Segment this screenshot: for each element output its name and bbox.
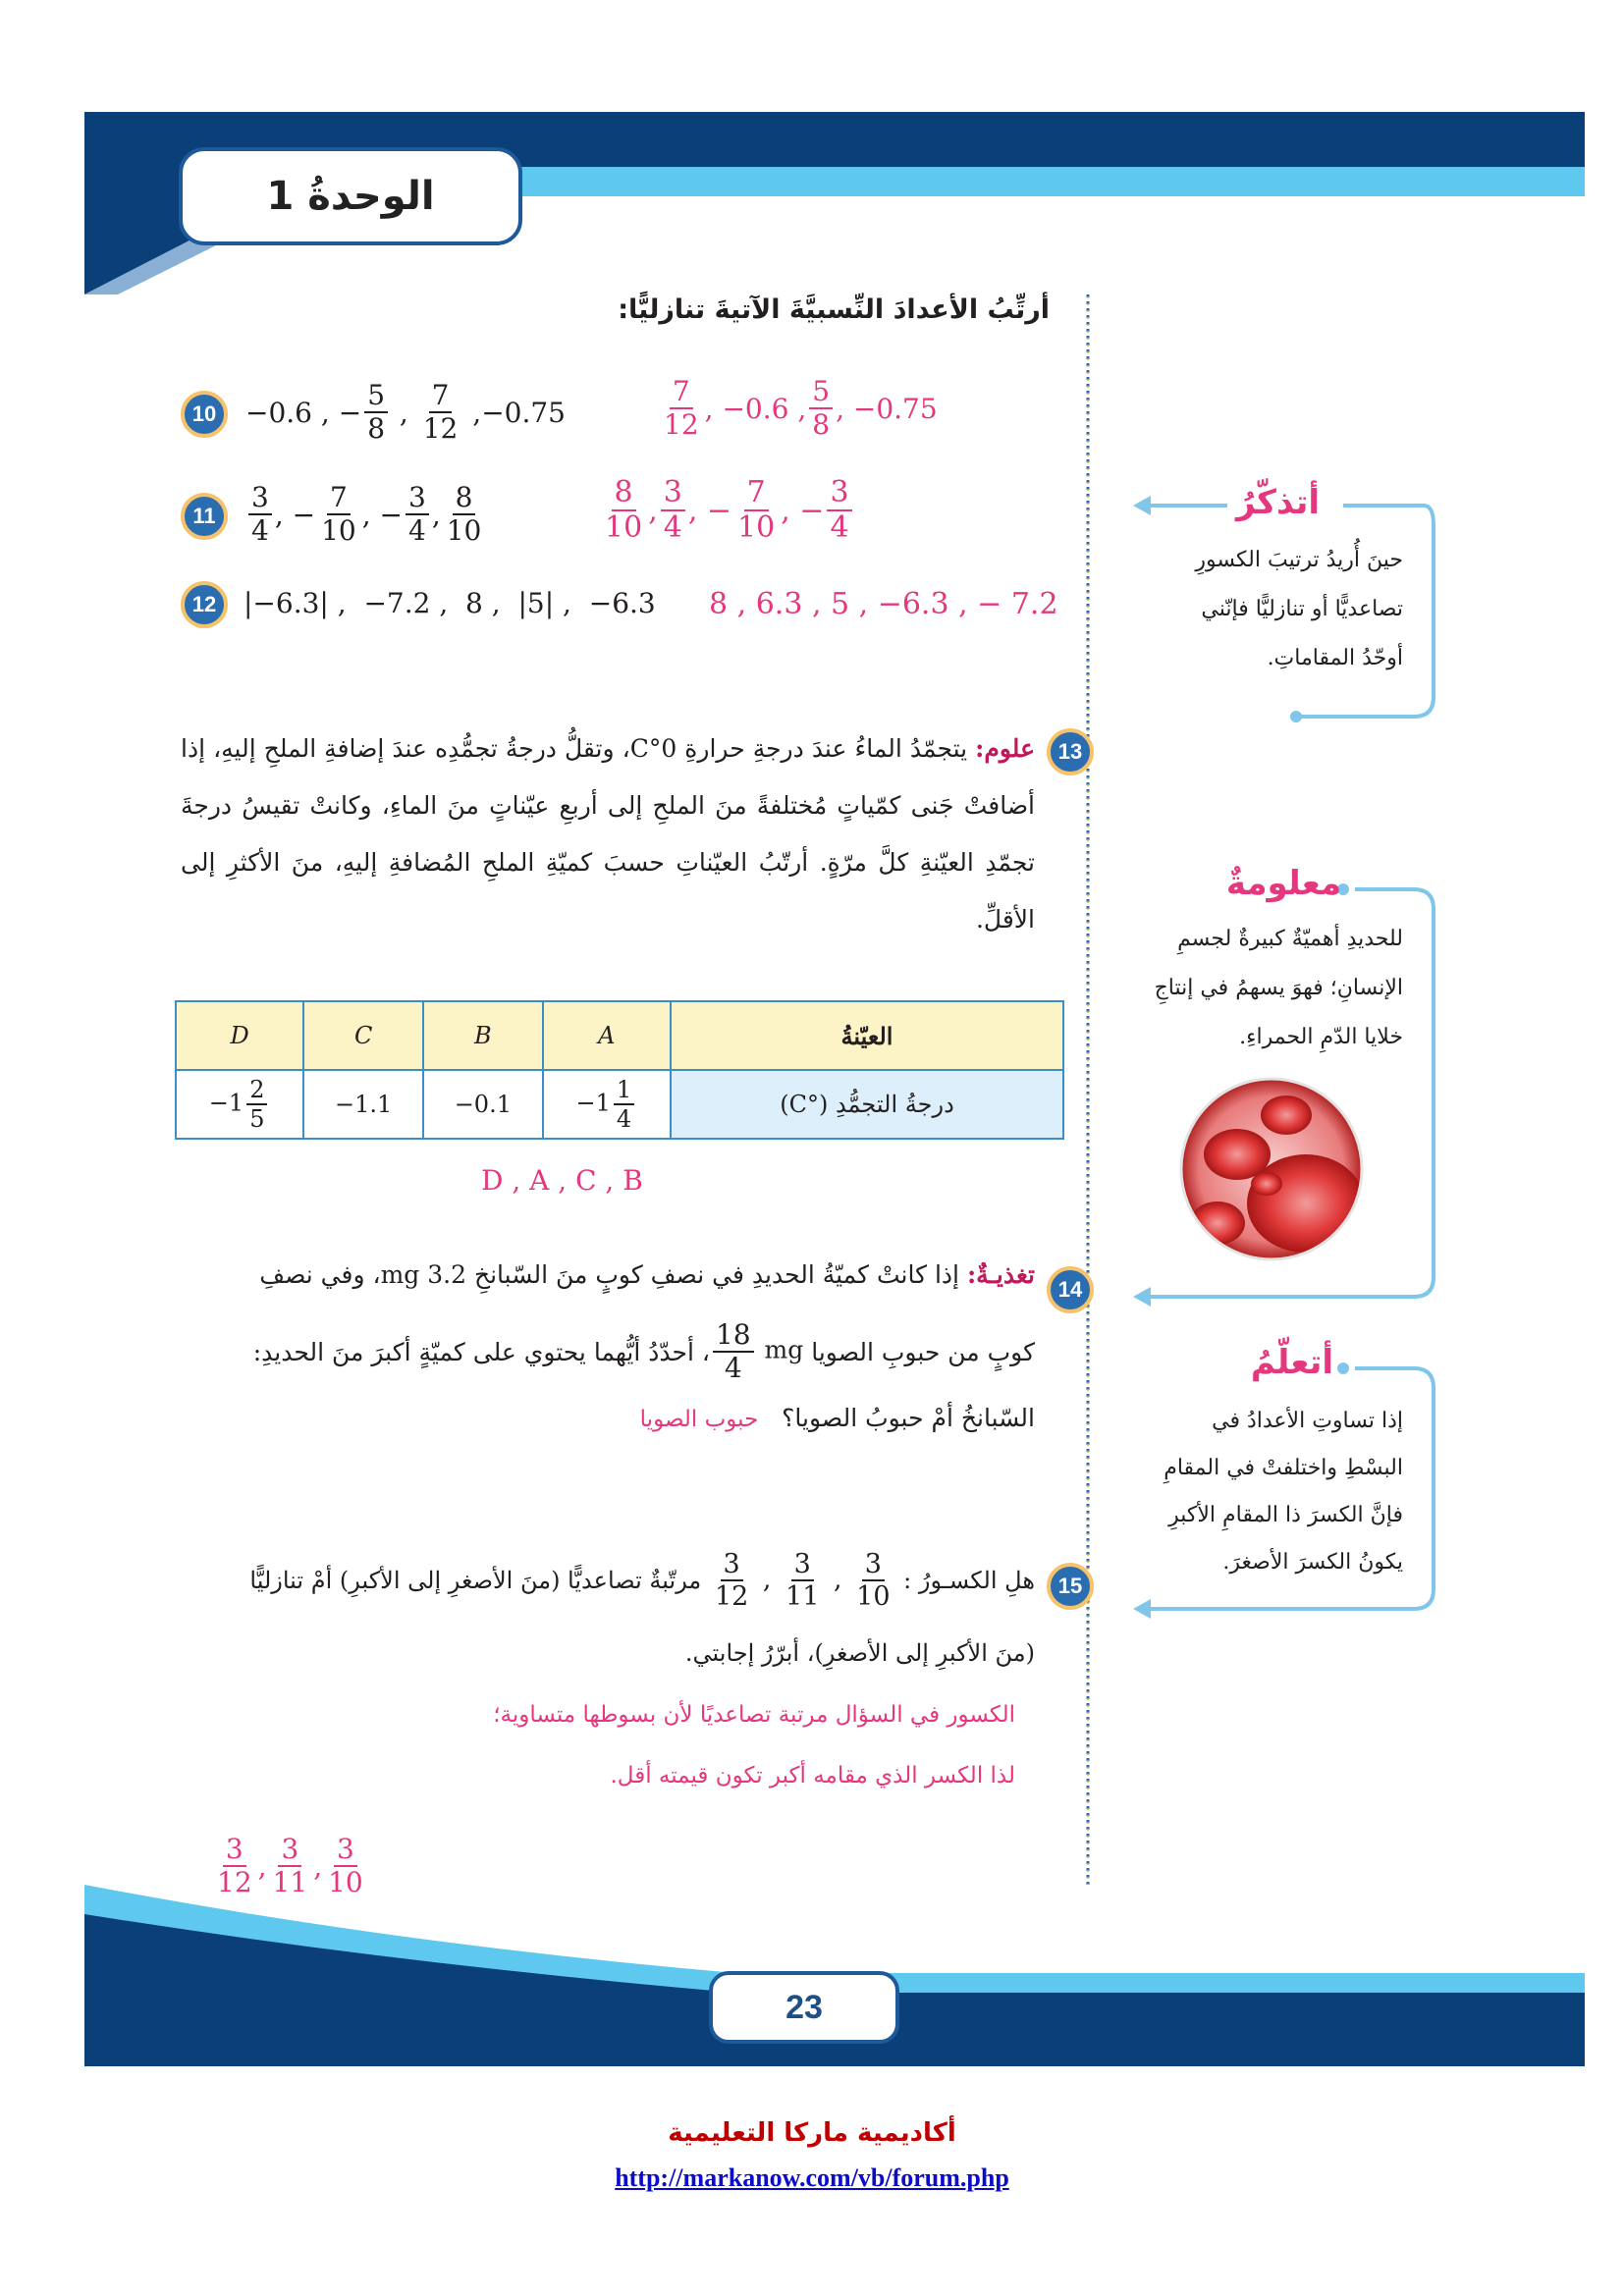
q14-line3: السّبانخُ أمْ حبوبُ الصويا؟ حبوب الصويا <box>639 1404 1035 1432</box>
row-header-temp: درجةُ التجمُّدِ (°C) <box>671 1070 1063 1139</box>
remember-text: حينَ أُريدُ ترتيبَ الكسورِ تصاعديًّا أو تنازليًّا فإنّني أوحّدُ المقاماتِ. <box>1195 548 1403 670</box>
question-number-12: 12 <box>181 581 228 628</box>
learn-text: إذا تساوتِ الأعدادُ في البسْطِ واختلفتْ في المقامِ فإنَّ الكسرَ ذا المقامِ الأكبرِ يكونُ الكسرَ الأصغرَ. <box>1164 1409 1403 1575</box>
column-divider <box>1084 294 1092 1885</box>
red-blood-cells-image <box>1178 1076 1365 1262</box>
q11-answer: $\frac{8}{10}$ , $\frac{3}{4}$ , − $\frac{7}{10}$ , − $\frac{3}{4}$ <box>599 481 855 540</box>
q10-answer: $\frac{7}{12}$ , −0.6 , $\frac{5}{8}$ , −0.75 <box>664 375 938 441</box>
question-number-13: 13 <box>1047 728 1094 775</box>
col-c: C <box>303 1001 423 1070</box>
question-number-14: 14 <box>1047 1266 1094 1313</box>
col-a: A <box>543 1001 671 1070</box>
value-c: −1.1 <box>303 1070 423 1139</box>
q10-question: −0.6 , − $\frac{5}{8}$ , $\frac{7}{12}$ , −0.75 <box>245 379 566 445</box>
q14-answer: حبوب الصويا <box>639 1407 759 1432</box>
q12-answer: 8 , 6.3 , 5 , −6.3 , − 7.2 <box>709 587 1058 621</box>
learn-title: أتعلّمُ <box>1250 1343 1333 1382</box>
value-b: −0.1 <box>423 1070 543 1139</box>
info-title: معلومةٌ <box>1225 864 1341 903</box>
q14-line1: تغذيـةٌ: إذا كانتْ كميّةُ الحديدِ في نصفِ كوبٍ منَ السّبانخِ 3.2 mg، وفي نصفِ <box>259 1260 1035 1289</box>
freezing-table <box>175 1000 1064 1140</box>
instruction: أرتِّبُ الأعدادَ النِّسبيَّةَ الآتيةَ تنازليًّا: <box>618 294 1050 325</box>
page-number: 23 <box>785 1989 823 2026</box>
question-number-10: 10 <box>181 391 228 438</box>
q15-line2: (منَ الأكبرِ إلى الأصغرِ)، أبرّرُ إجابتي. <box>684 1639 1035 1667</box>
q13-subject: علوم: <box>975 734 1035 763</box>
q11-question: $\frac{3}{4}$ , − $\frac{7}{10}$ , − $\frac{3}{4}$ , $\frac{8}{10}$ <box>245 485 487 544</box>
footer-title: أكاديمية ماركا التعليمية <box>668 2118 956 2148</box>
info-text: للحديدِ أهميّةٌ كبيرةٌ لجسمِ الإنسانِ؛ فهوَ يسهمُ في إنتاجِ خلايا الدّمِ الحمراءِ. <box>1154 927 1403 1049</box>
value-d: −1 $\frac{2}{5}$ <box>176 1070 303 1139</box>
unit-label: الوحدةُ 1 <box>179 147 522 245</box>
q13-text <box>181 721 1035 948</box>
row-header-sample: العيّنةُ <box>671 1001 1063 1070</box>
q14-line2: كوبٍ من حبوبِ الصويا $\frac{18}{4}$ mg ، أحدّدُ أيُّهما يحتوي على كميّةٍ أكبرَ منَ الحديدِ: <box>252 1318 1035 1384</box>
q13-body: يتجمّدُ الماءُ عندَ درجةِ حرارةِ 0°C، وتقلُّ درجةُ تجمُّدِه عندَ إضافةِ الملحِ إليهِ، إذا أضافتْ جَنى كمّياتٍ مُختلفةً منَ الملحِ إلى أربعِ عيّناتٍ منَ الماءِ، وكانتْ تقيسُ درجةَ تجمّدِ العيّنةِ كلَّ مرّةٍ. أرتّبُ العيّناتِ حسبَ كميّةِ الملحِ المُضافةِ إليهِ، منَ الأكثرِ إلى الأقلِّ. <box>181 734 1035 934</box>
col-b: B <box>423 1001 543 1070</box>
q15-line1: هلِ الكسـورُ : $\frac{3}{12}$ , $\frac{3}{11}$ , $\frac{3}{10}$ مرتّبةٌ تصاعديًّا (منَ الأصغرِ إلى الأكبرِ) أمْ تنازليًّا <box>249 1549 1035 1612</box>
remember-title: أتذكّرُ <box>1236 483 1320 522</box>
q15-answer-fracs: $\frac{3}{12}$ , $\frac{3}{11}$ , $\frac{3}{10}$ <box>217 1833 363 1898</box>
q13-answer: D , A , C , B <box>481 1164 643 1197</box>
q12-question: |−6.3| , −7.2 , 8 , |5| , −6.3 <box>244 587 656 619</box>
q15-answer-line2: لذا الكسر الذي مقامه أكبر تكون قيمته أقل. <box>610 1763 1015 1789</box>
question-number-11: 11 <box>181 493 228 540</box>
q15-answer-line1: الكسور في السؤال مرتبة تصاعديًا لأن بسوطها متساوية؛ <box>493 1702 1015 1728</box>
question-number-15: 15 <box>1047 1563 1094 1610</box>
footer-link[interactable]: http://markanow.com/vb/forum.php <box>615 2163 1009 2192</box>
col-d: D <box>176 1001 303 1070</box>
value-a: −1 $\frac{1}{4}$ <box>543 1070 671 1139</box>
